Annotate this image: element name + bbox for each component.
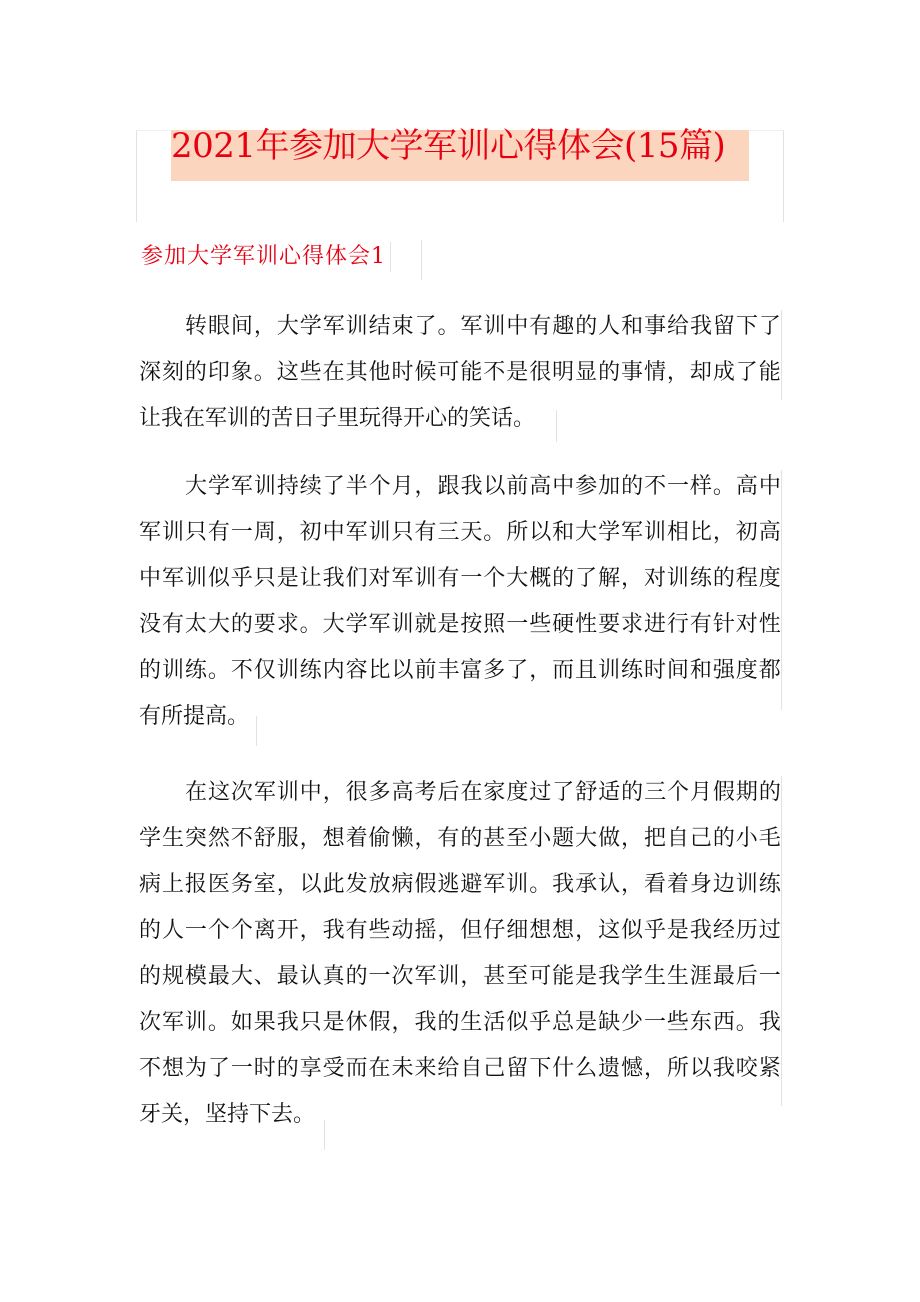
paragraph-line: 的 规 模 最 大 、 最 认 真 的 一 次 军 训 ， 甚 至 可 能 是 我 学 生 生 涯 最 后 一 <box>139 964 781 989</box>
paragraph-line: 转 眼 间 ， 大 学 军 训 结 束 了 。 军 训 中 有 趣 的 人 和 事 给 我 留 下 了 <box>185 314 781 339</box>
frame-edge-mark <box>324 1120 325 1150</box>
frame-edge-mark <box>781 776 782 1106</box>
paragraph-line: 大 学 军 训 持 续 了 半 个 月 ， 跟 我 以 前 高 中 参 加 的 不 一 样 。 高 中 <box>185 474 781 499</box>
frame-edge-mark <box>256 716 257 746</box>
paragraph-line: 军 训 只 有 一 周 ， 初 中 军 训 只 有 三 天 。 所 以 和 大 学 军 训 相 比 ， 初 高 <box>139 520 781 545</box>
paragraph-2 <box>139 464 781 740</box>
document-title: 2021年参加大学军训心得体会(15篇) <box>171 126 726 166</box>
paragraph-line: 让我在军训的苦日子里玩得开心的笑话。 <box>139 406 536 431</box>
paragraph-line: 有所提高。 <box>139 704 250 729</box>
paragraph-line: 不 想 为 了 一 时 的 享 受 而 在 未 来 给 自 己 留 下 什 么 遗 憾 ， 所 以 我 咬 紧 <box>139 1056 781 1081</box>
paragraph-1 <box>139 304 781 442</box>
paragraph-line: 病 上 报 医 务 室 ， 以 此 发 放 病 假 逃 避 军 训 。 我 承 认 ， 看 着 身 边 训 练 <box>139 872 781 897</box>
paragraph-line: 中 军 训 似 乎 只 是 让 我 们 对 军 训 有 一 个 大 概 的 了 解 ， 对 训 练 的 程 度 <box>139 566 781 591</box>
paragraph-line: 学 生 突 然 不 舒 服 ， 想 着 偷 懒 ， 有 的 甚 至 小 题 大 做 ， 把 自 己 的 小 毛 <box>139 826 781 851</box>
frame-edge-mark <box>421 240 422 280</box>
frame-edge-mark <box>781 470 782 710</box>
paragraph-line: 的 人 一 个 个 离 开 ， 我 有 些 动 摇 ， 但 仔 细 想 想 ， 这 似 乎 是 我 经 历 过 <box>139 918 781 943</box>
frame-edge-mark <box>556 410 557 442</box>
paragraph-line: 深 刻 的 印 象 。 这 些 在 其 他 时 候 可 能 不 是 很 明 显 的 事 情 ， 却 成 了 能 <box>139 360 781 385</box>
section-heading: 参加大学军训心得体会1 <box>141 242 391 272</box>
paragraph-line: 次 军 训 。 如 果 我 只 是 休 假 ， 我 的 生 活 似 乎 总 是 缺 少 一 些 东 西 。 我 <box>139 1010 781 1035</box>
paragraph-line: 没 有 太 大 的 要 求 。 大 学 军 训 就 是 按 照 一 些 硬 性 要 求 进 行 有 针 对 性 <box>139 612 781 637</box>
paragraph-line: 的 训 练 。 不 仅 训 练 内 容 比 以 前 丰 富 多 了 ， 而 且 训 练 时 间 和 强 度 都 <box>139 658 781 683</box>
paragraph-line: 牙关，坚持下去。 <box>139 1102 316 1127</box>
paragraph-3 <box>139 770 781 1138</box>
frame-edge-mark <box>781 310 782 400</box>
paragraph-line: 在 这 次 军 训 中 ， 很 多 高 考 后 在 家 度 过 了 舒 适 的 三 个 月 假 期 的 <box>185 780 781 805</box>
